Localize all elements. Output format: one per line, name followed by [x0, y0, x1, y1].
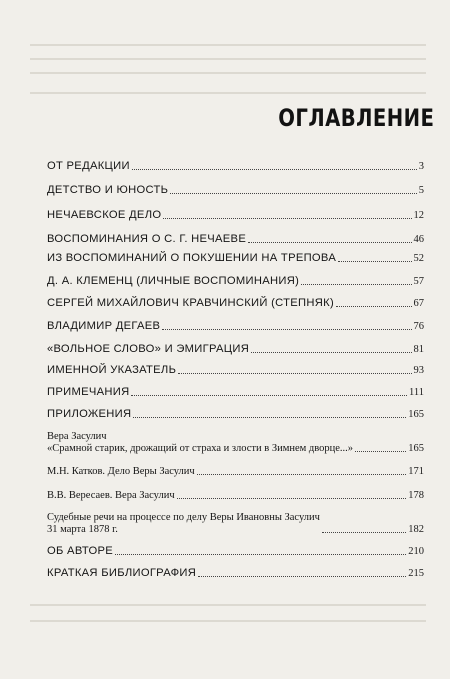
toc-page-number: 67 [413, 298, 424, 309]
toc-entry-label: ОБ АВТОРЕ [47, 545, 113, 557]
toc-page-number: 93 [413, 365, 424, 376]
toc-entry-label-line: Вера Засулич [47, 431, 107, 442]
page-title: ОГЛАВЛЕНИЕ [277, 104, 434, 132]
leader-dots [198, 576, 406, 577]
leader-dots [115, 554, 406, 555]
toc-entry-label: ИМЕННОЙ УКАЗАТЕЛЬ [47, 364, 177, 376]
toc-entry-label: ПРИМЕЧАНИЯ [47, 386, 130, 398]
leader-dots [163, 218, 411, 219]
leader-dots [336, 306, 412, 307]
bleed-through-line [30, 620, 426, 622]
toc-page-number: 12 [413, 210, 424, 221]
toc-entry-label: КРАТКАЯ БИБЛИОГРАФИЯ [47, 567, 197, 579]
leader-dots [338, 261, 411, 262]
leader-dots [132, 169, 417, 170]
toc-entry[interactable] [47, 275, 424, 288]
leader-dots [197, 474, 407, 475]
toc-entry[interactable] [47, 364, 424, 377]
toc-page-number: 46 [413, 234, 424, 245]
bleed-through-line [30, 44, 426, 46]
toc-entry[interactable] [47, 320, 424, 333]
toc-entry-label: «ВОЛЬНОЕ СЛОВО» И ЭМИГРАЦИЯ [47, 343, 250, 355]
toc-entry-label [47, 512, 320, 536]
toc-entry-label: ПРИЛОЖЕНИЯ [47, 408, 132, 420]
toc-entry[interactable] [47, 343, 424, 356]
toc-entry[interactable] [47, 386, 424, 399]
toc-page-number: 3 [418, 161, 424, 172]
toc-entry-label: Д. А. КЛЕМЕНЦ (ЛИЧНЫЕ ВОСПОМИНАНИЯ) [47, 275, 300, 287]
toc-page-number: 52 [413, 253, 424, 264]
toc-page-number: 111 [409, 387, 424, 398]
leader-dots [178, 373, 411, 374]
toc-page-number: 182 [408, 524, 424, 535]
toc-subentry[interactable] [47, 465, 424, 478]
toc-entry-label [47, 431, 353, 455]
leader-dots [131, 395, 407, 396]
toc-entry[interactable] [47, 297, 424, 310]
toc-entry[interactable] [47, 184, 424, 197]
toc-entry[interactable] [47, 545, 424, 558]
toc-page-number: 165 [408, 443, 424, 454]
toc-entry-label-line: 31 марта 1878 г. [47, 524, 118, 535]
leader-dots [322, 532, 406, 533]
toc-entry-label: ДЕТСТВО И ЮНОСТЬ [47, 184, 169, 196]
bleed-through-line [30, 72, 426, 74]
toc-subentry[interactable] [47, 489, 424, 502]
leader-dots [177, 498, 407, 499]
toc-entry-label-line: «Срамной старик, дрожащий от страха и злости в Зимнем дворце...» [47, 443, 354, 454]
toc-entry[interactable] [47, 209, 424, 222]
toc-entry-label: ОТ РЕДАКЦИИ [47, 160, 130, 172]
toc-entry[interactable] [47, 252, 424, 265]
toc-entry[interactable] [47, 233, 424, 246]
toc-entry-label: НЕЧАЕВСКОЕ ДЕЛО [47, 209, 162, 221]
leader-dots [248, 242, 411, 243]
toc-entry[interactable] [47, 567, 424, 580]
bleed-through-line [30, 92, 426, 94]
toc-page-number: 210 [408, 546, 424, 557]
toc-entry-label: СЕРГЕЙ МИХАЙЛОВИЧ КРАВЧИНСКИЙ (СТЕПНЯК) [47, 297, 334, 309]
toc-subentry[interactable] [47, 431, 424, 455]
leader-dots [355, 451, 406, 452]
toc-entry[interactable] [47, 160, 424, 173]
toc-page-number: 5 [418, 185, 424, 196]
toc-entry-label-line: Судебные речи на процессе по делу Веры Ивановны Засулич [47, 512, 320, 523]
toc-page-number: 171 [408, 466, 424, 477]
toc-entry-label: ВЛАДИМИР ДЕГАЕВ [47, 320, 161, 332]
toc-page-number: 165 [408, 409, 424, 420]
leader-dots [301, 284, 411, 285]
bleed-through-line [30, 58, 426, 60]
bleed-through-line [30, 604, 426, 606]
toc-subentry[interactable] [47, 512, 424, 536]
toc-page-number: 215 [408, 568, 424, 579]
toc-entry-label: ИЗ ВОСПОМИНАНИЙ О ПОКУШЕНИИ НА ТРЕПОВА [47, 252, 337, 264]
leader-dots [170, 193, 417, 194]
toc-page-number: 57 [413, 276, 424, 287]
toc-page-number: 178 [408, 490, 424, 501]
toc-entry[interactable] [47, 408, 424, 421]
toc-entry-label: ВОСПОМИНАНИЯ О С. Г. НЕЧАЕВЕ [47, 233, 247, 245]
leader-dots [162, 329, 411, 330]
toc-entry-label: В.В. Вересаев. Вера Засулич [47, 490, 175, 501]
leader-dots [133, 417, 406, 418]
toc-page-number: 76 [413, 321, 424, 332]
toc-entry-label: М.Н. Катков. Дело Веры Засулич [47, 466, 195, 477]
leader-dots [251, 352, 411, 353]
toc-page-number: 81 [413, 344, 424, 355]
